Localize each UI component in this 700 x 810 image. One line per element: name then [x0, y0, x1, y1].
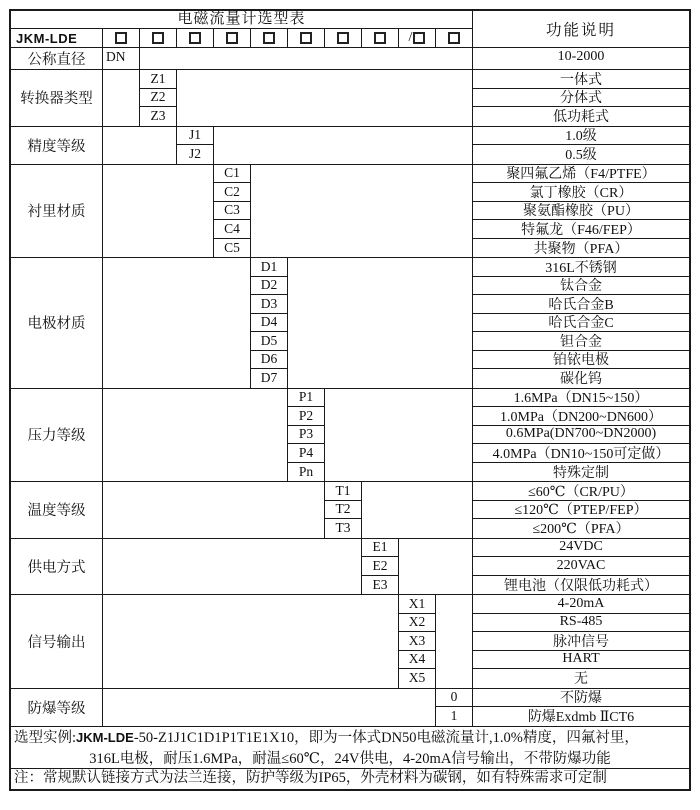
description-column	[473, 127, 689, 164]
code-cell-C3: C3	[214, 202, 250, 221]
spec-group-signal-output	[11, 595, 689, 689]
code-cell-D4: D4	[251, 314, 287, 333]
code-cell-E2: E2	[362, 557, 398, 576]
checkbox-placeholder-icon	[226, 32, 238, 44]
example-rest: -50-Z1J1C1D1P1T1E1X10，即为一体式DN50电磁流量计,1.0%精度，四氟衬里，	[133, 729, 639, 746]
spec-group-converter-type	[11, 70, 689, 127]
code-cell-P4: P4	[288, 444, 324, 463]
code-cell-D3: D3	[251, 295, 287, 314]
code-cell-T1: T1	[325, 482, 361, 501]
checkbox-placeholder-icon	[374, 32, 386, 44]
empty-cell	[214, 127, 473, 164]
model-checkbox-slot	[214, 29, 251, 47]
description-cell: 钽合金	[473, 332, 689, 351]
description-cell: 氯丁橡胶（CR）	[473, 183, 689, 202]
checkbox-placeholder-icon	[189, 32, 201, 44]
code-column	[288, 389, 325, 482]
example-prefix: 选型实例:	[14, 729, 77, 746]
code-cell-X1: X1	[399, 595, 435, 614]
code-cell-D2: D2	[251, 277, 287, 296]
category-label-explosion-proof: 防爆等级	[11, 689, 103, 726]
model-code-row	[11, 29, 472, 47]
description-cell: 不防爆	[473, 689, 689, 708]
description-cell: 碳化钨	[560, 372, 602, 388]
description-cell: 10-2000	[557, 49, 605, 65]
code-cell-D1: D1	[251, 258, 287, 277]
code-cell-C5: C5	[224, 239, 240, 255]
description-cell: HART	[473, 651, 689, 670]
code-cell-J2: J2	[188, 146, 201, 162]
description-cell: 220VAC	[473, 557, 689, 576]
code-cell-X4: X4	[399, 651, 435, 670]
code-cell-C2: C2	[214, 183, 250, 202]
empty-cell	[103, 482, 325, 538]
model-checkbox-slot	[103, 29, 140, 47]
spec-group-temperature-class	[11, 482, 689, 539]
empty-cell	[288, 258, 473, 388]
model-checkbox-slot	[362, 29, 399, 47]
code-cell-J1: J1	[177, 127, 213, 146]
code-column	[399, 595, 436, 688]
checkbox-placeholder-icon	[448, 32, 460, 44]
category-label-power-supply: 供电方式	[11, 539, 103, 595]
code-cell-X3: X3	[399, 632, 435, 651]
description-cell: 分体式	[473, 89, 689, 108]
description-cell: 特氟龙（F46/FEP）	[473, 220, 689, 239]
description-column	[473, 48, 689, 69]
checkbox-placeholder-icon	[115, 32, 127, 44]
table-header	[11, 11, 689, 48]
category-label-accuracy-class: 精度等级	[11, 127, 103, 164]
description-column	[473, 539, 689, 595]
code-cell-Z3: Z3	[150, 108, 166, 124]
code-cell-Z2: Z2	[140, 89, 176, 108]
note-row: 注：常规默认链接方式为法兰连接，防护等级为IP65，外壳材料为碳钢，如有特殊需求可定制	[14, 769, 607, 786]
description-cell: 脉冲信号	[473, 632, 689, 651]
description-cell: 哈氏合金C	[473, 314, 689, 333]
category-label-temperature-class: 温度等级	[11, 482, 103, 538]
description-column	[473, 165, 689, 258]
description-column	[473, 258, 689, 388]
code-column	[436, 689, 473, 726]
description-cell: 1.0级	[473, 127, 689, 146]
empty-cell	[103, 539, 362, 595]
empty-cell	[103, 127, 177, 164]
model-checkbox-slot	[140, 29, 177, 47]
code-column	[177, 127, 214, 164]
code-column	[214, 165, 251, 258]
empty-cell	[103, 389, 288, 482]
code-cell-C4: C4	[214, 220, 250, 239]
table-title: 电磁流量计选型表	[11, 11, 472, 29]
description-cell: 钛合金	[473, 277, 689, 296]
spec-group-explosion-proof	[11, 689, 689, 727]
spec-groups	[11, 48, 689, 727]
spec-group-accuracy-class	[11, 127, 689, 165]
spec-group-lining-material	[11, 165, 689, 259]
description-column	[473, 595, 689, 688]
category-label-pressure-class: 压力等级	[11, 389, 103, 482]
slash-separator: /	[408, 30, 413, 45]
selection-example-row	[11, 727, 689, 769]
empty-cell	[399, 539, 473, 595]
model-checkbox-slot	[177, 29, 214, 47]
empty-cell	[103, 595, 399, 688]
spec-group-pressure-class	[11, 389, 689, 483]
code-column	[103, 48, 140, 69]
description-cell: 低功耗式	[553, 110, 609, 126]
model-checkbox-slot	[436, 29, 472, 47]
spec-group-electrode-material	[11, 258, 689, 389]
spec-group-power-supply	[11, 539, 689, 596]
checkbox-placeholder-icon	[263, 32, 275, 44]
selection-table	[9, 9, 691, 791]
spec-group-diameter	[11, 48, 689, 70]
description-cell: 4.0MPa（DN10~150可定做）	[473, 444, 689, 463]
description-cell: 0.6MPa(DN700~DN2000)	[473, 426, 689, 445]
category-label-converter-type: 转换器类型	[11, 70, 103, 126]
description-cell: ≤60℃（CR/PU）	[473, 482, 689, 501]
code-cell-P3: P3	[288, 426, 324, 445]
model-prefix-label: JKM-LDE	[11, 29, 103, 47]
code-cell-P2: P2	[288, 407, 324, 426]
description-cell: 铂铱电极	[473, 351, 689, 370]
code-cell-D5: D5	[251, 332, 287, 351]
example-line-1	[14, 727, 686, 749]
code-cell-D6: D6	[251, 351, 287, 370]
empty-cell	[362, 482, 473, 538]
code-cell-1: 1	[450, 708, 458, 724]
description-cell: RS-485	[473, 614, 689, 633]
description-cell: 无	[574, 672, 588, 688]
code-cell-0: 0	[436, 689, 472, 708]
description-cell: 4-20mA	[473, 595, 689, 614]
description-column	[473, 389, 689, 482]
empty-cell	[103, 70, 140, 126]
code-cell-D7: D7	[260, 370, 278, 386]
code-cell-Z1: Z1	[140, 70, 176, 89]
checkbox-placeholder-icon	[152, 32, 164, 44]
code-column	[251, 258, 288, 388]
model-checkbox-slots	[103, 29, 472, 47]
category-label-signal-output: 信号输出	[11, 595, 103, 688]
function-column-header: 功能说明	[545, 22, 616, 39]
model-checkbox-slot	[325, 29, 362, 47]
code-cell-X5: X5	[408, 670, 426, 686]
example-model-code: JKM-LDE	[76, 729, 134, 745]
empty-cell	[103, 689, 436, 726]
model-checkbox-slot	[251, 29, 288, 47]
description-column	[473, 70, 689, 126]
model-checkbox-slot	[288, 29, 325, 47]
description-column	[473, 689, 689, 726]
description-cell: 一体式	[473, 70, 689, 89]
model-checkbox-slot	[399, 29, 436, 47]
description-cell: 特殊定制	[553, 465, 609, 481]
empty-cell	[140, 48, 473, 69]
description-cell: 哈氏合金B	[473, 295, 689, 314]
category-label-diameter: 公称直径	[11, 48, 103, 69]
code-cell-E3: E3	[372, 576, 388, 592]
code-cell-E1: E1	[362, 539, 398, 558]
category-label-electrode-material: 电极材质	[11, 258, 103, 388]
code-column	[325, 482, 362, 538]
code-cell-T2: T2	[325, 501, 361, 520]
checkbox-placeholder-icon	[300, 32, 312, 44]
empty-cell	[251, 165, 473, 258]
description-cell: 共聚物（PFA）	[533, 241, 629, 257]
code-cell-Pn: Pn	[298, 463, 314, 479]
empty-cell	[103, 165, 214, 258]
description-column	[473, 482, 689, 538]
description-cell: 聚四氟乙烯（F4/PTFE）	[473, 165, 689, 184]
code-cell-X2: X2	[399, 614, 435, 633]
empty-cell	[325, 389, 473, 482]
description-cell: 316L不锈钢	[473, 258, 689, 277]
description-cell: 防爆Exdmb ⅡCT6	[527, 710, 635, 726]
description-cell: 24VDC	[473, 539, 689, 558]
code-cell-DN: DN	[106, 49, 126, 65]
description-cell: 1.0MPa（DN200~DN600）	[473, 407, 689, 426]
description-cell: ≤120℃（PTEP/FEP）	[473, 501, 689, 520]
code-column	[362, 539, 399, 595]
code-cell-C1: C1	[214, 165, 250, 184]
code-cell-T3: T3	[335, 520, 351, 536]
empty-cell	[103, 258, 251, 388]
code-column	[140, 70, 177, 126]
category-label-lining-material: 衬里材质	[11, 165, 103, 258]
description-cell: 1.6MPa（DN15~150）	[473, 389, 689, 408]
empty-cell	[436, 595, 473, 688]
header-left-block	[11, 11, 473, 47]
description-cell: 锂电池（仅限低功耗式）	[504, 578, 658, 594]
code-cell-P1: P1	[288, 389, 324, 408]
example-line-2: 316L电极，耐压1.6MPa，耐温≤60℃，24V供电，4-20mA信号输出，不带防爆功能	[89, 750, 611, 767]
description-cell: 聚氨酯橡胶（PU）	[473, 202, 689, 221]
empty-cell	[177, 70, 473, 126]
checkbox-placeholder-icon	[337, 32, 349, 44]
description-cell: 0.5级	[565, 148, 597, 164]
checkbox-placeholder-icon	[413, 32, 425, 44]
description-cell: ≤200℃（PFA）	[532, 522, 630, 538]
